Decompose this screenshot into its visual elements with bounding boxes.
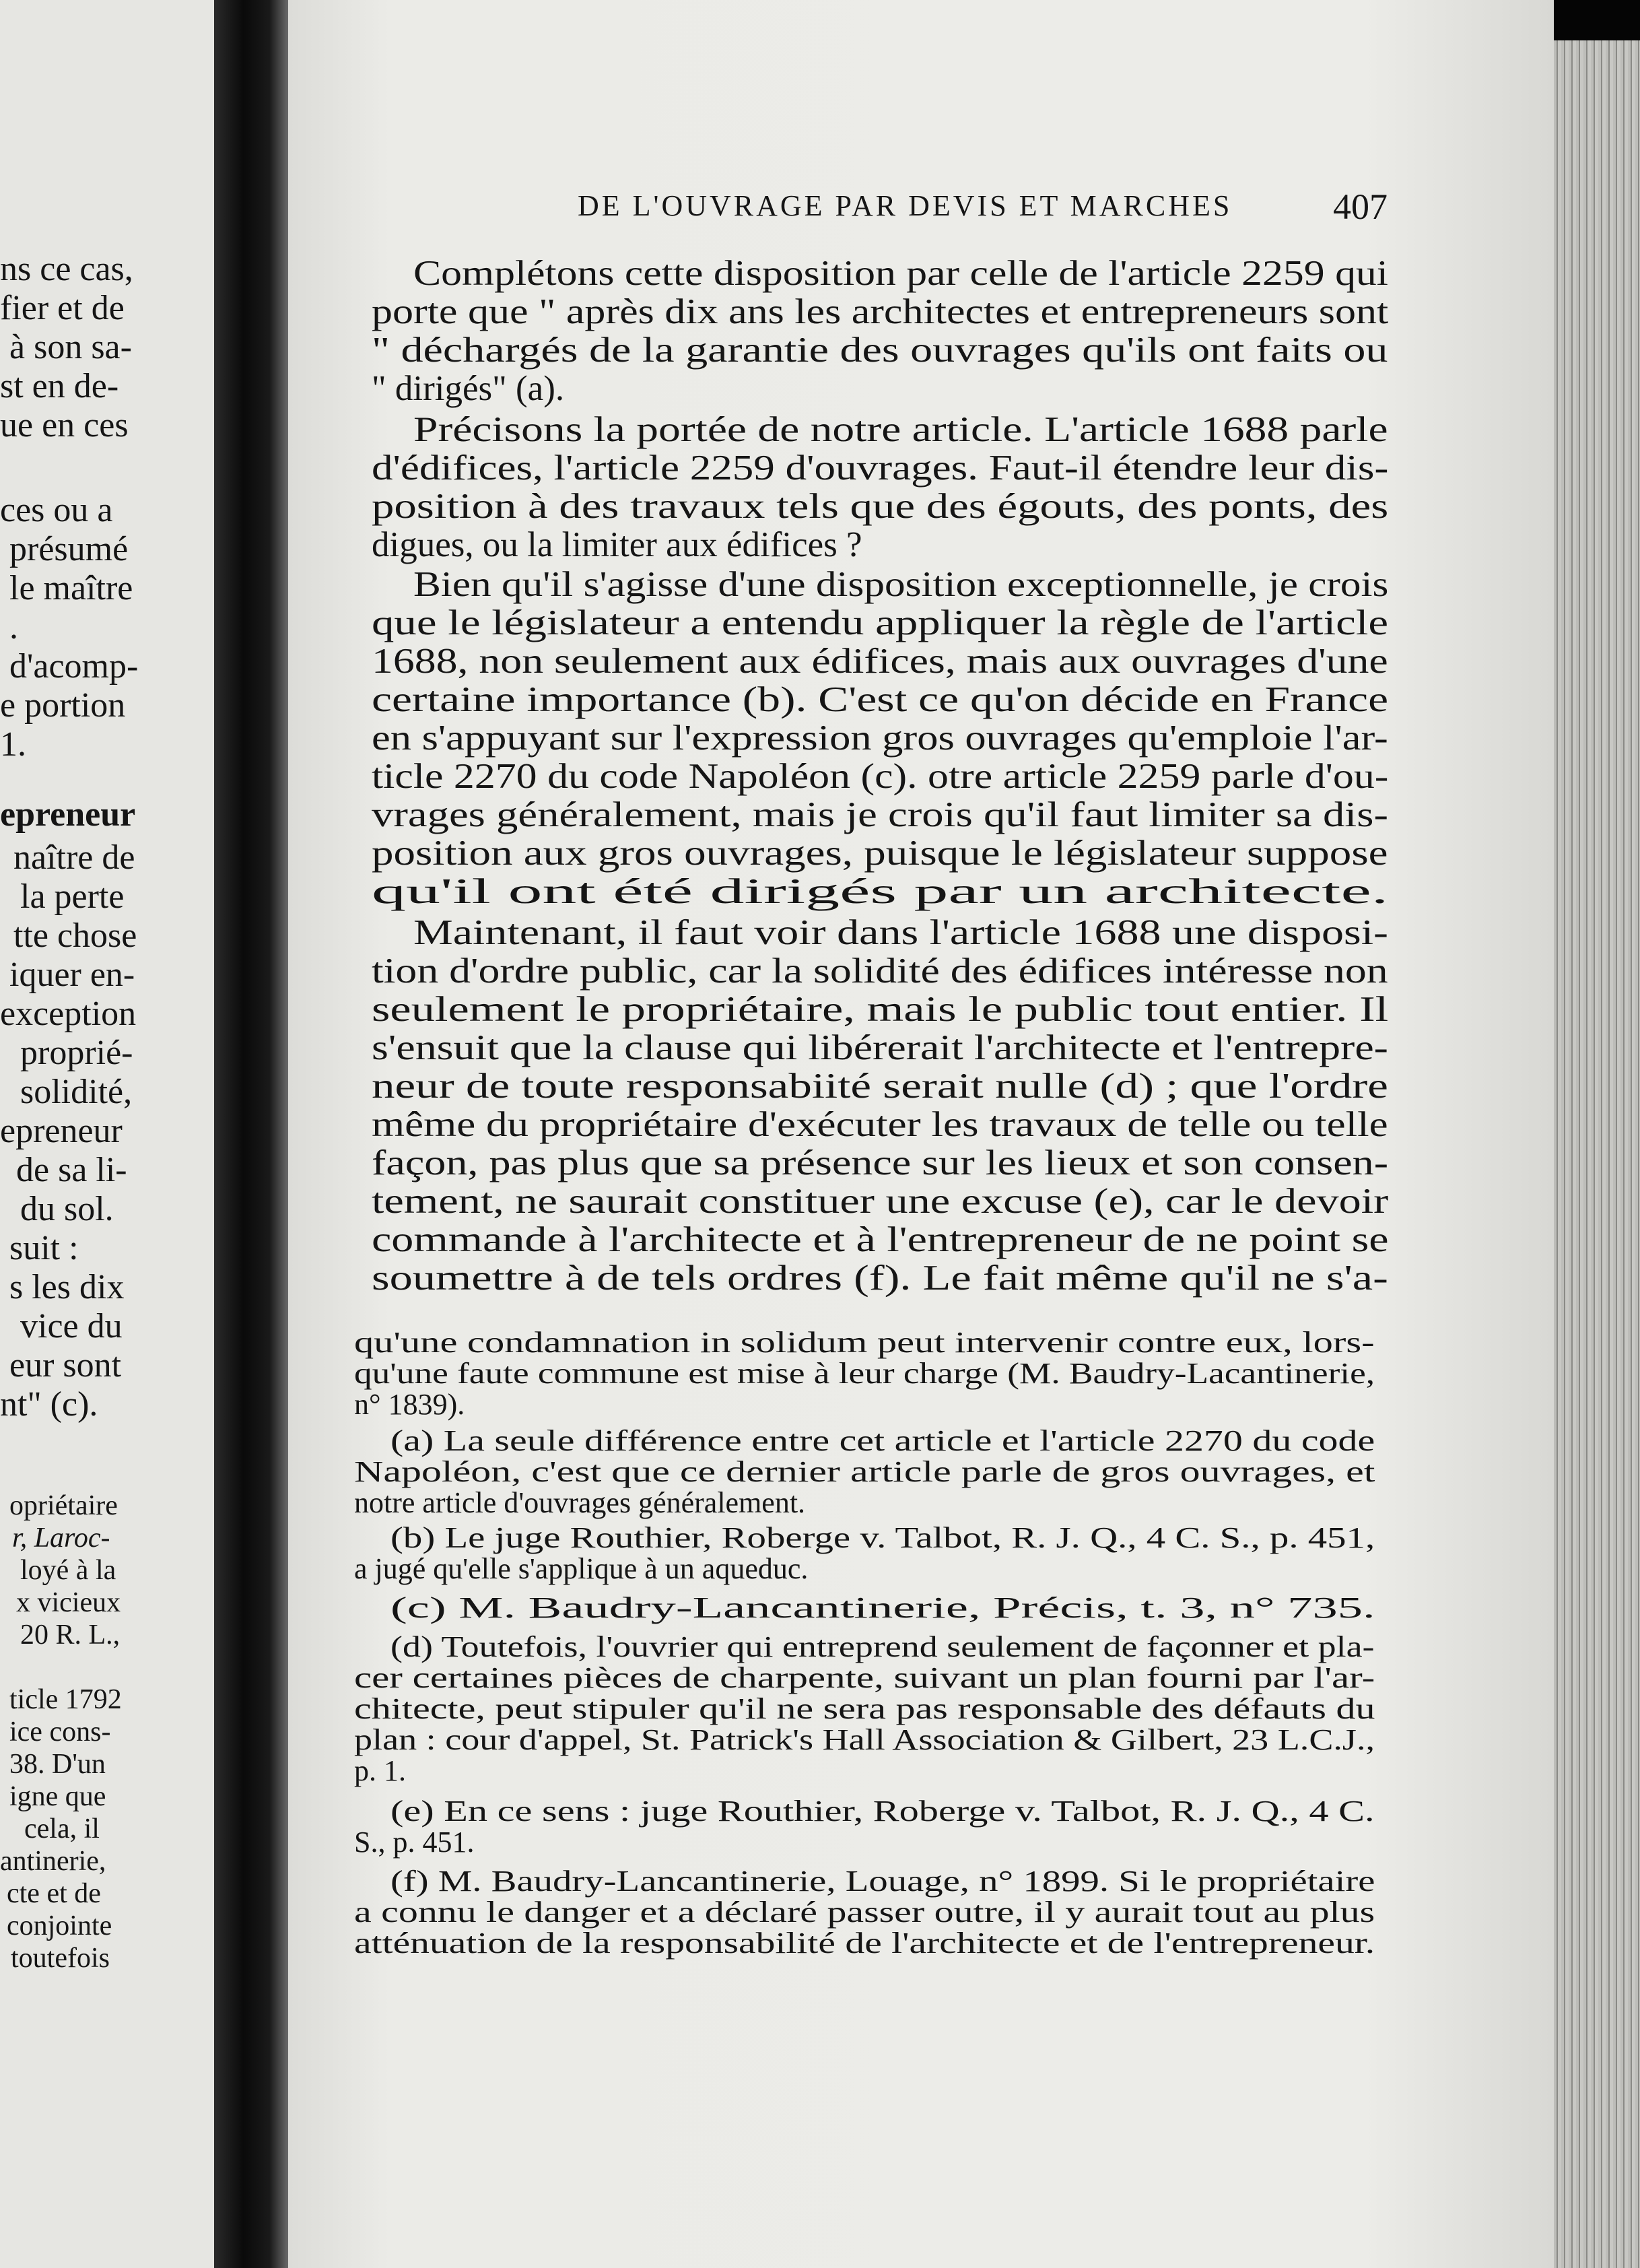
left-page-line: tte chose xyxy=(13,916,137,955)
body-line: seulement le propriétaire, mais le public tout entier. Il xyxy=(372,990,1389,1029)
body-line: tement, ne saurait constituer une excuse (e), car le devoir xyxy=(372,1182,1389,1221)
body-line: que le législateur a entendu appliquer la règle de l'article xyxy=(372,603,1389,642)
left-page-line: le maître xyxy=(9,569,133,607)
footnote-line: (c) M. Baudry-Lancantinerie, Précis, t. 3, n° 735. xyxy=(390,1591,1375,1624)
left-page-line: st en de- xyxy=(0,367,119,405)
left-page-line: loyé à la xyxy=(20,1555,116,1586)
footnote-line: (a) La seule différence entre cet article et l'article 2270 du code xyxy=(390,1424,1375,1457)
body-line: Maintenant, il faut voir dans l'article 1688 une disposi- xyxy=(413,913,1389,952)
running-head: DE L'OUVRAGE PAR DEVIS ET MARCHES xyxy=(578,189,1233,222)
body-line: " dirigés" (a). xyxy=(372,369,565,408)
left-page-line: r, Laroc- xyxy=(12,1523,110,1554)
left-page-line: eur sont xyxy=(9,1346,122,1385)
footnote-line: p. 1. xyxy=(354,1754,406,1787)
left-page xyxy=(0,0,214,2268)
footnote-line: atténuation de la responsabilité de l'architecte et de l'entrepreneur. xyxy=(354,1927,1375,1960)
left-page-line: ns ce cas, xyxy=(0,250,133,288)
left-page-line: nt" (c). xyxy=(0,1385,98,1424)
left-page-line: naître de xyxy=(13,838,135,877)
left-page-line: exception xyxy=(0,995,137,1033)
body-line: neur de toute responsabiité serait nulle (d) ; que l'ordre xyxy=(372,1067,1388,1106)
left-page-line: vice du xyxy=(20,1307,123,1345)
left-page-line: présumé xyxy=(9,530,129,568)
body-line: en s'appuyant sur l'expression gros ouvrages qu'emploie l'ar- xyxy=(372,719,1388,758)
footnote-line: cer certaines pièces de charpente, suivant un plan fourni par l'ar- xyxy=(354,1661,1375,1694)
left-page-line: x vicieux xyxy=(16,1587,121,1618)
body-line: position à des travaux tels que des égouts, des ponts, des xyxy=(372,487,1389,526)
left-page-line: 20 R. L., xyxy=(20,1620,121,1650)
footnote-line: n° 1839). xyxy=(354,1388,465,1421)
footnote-line: Napoléon, c'est que ce dernier article parle de gros ouvrages, et xyxy=(354,1455,1375,1488)
left-page-line: à son sa- xyxy=(9,328,132,366)
footnote-line: (b) Le juge Routhier, Roberge v. Talbot, R. J. Q., 4 C. S., p. 451, xyxy=(390,1521,1375,1554)
left-page-line: fier et de xyxy=(0,289,125,327)
left-page-line: 1. xyxy=(0,725,26,764)
body-line: même du propriétaire d'exécuter les travaux de telle ou telle xyxy=(372,1105,1388,1144)
footnote-line: S., p. 451. xyxy=(354,1826,475,1859)
left-page-line: ue en ces xyxy=(0,406,129,444)
footnote-line: a connu le danger et a déclaré passer outre, il y aurait tout au plus xyxy=(354,1896,1375,1929)
left-page-line: ces ou a xyxy=(0,491,113,529)
left-page-line: cela, il xyxy=(24,1813,100,1844)
body-line: d'édifices, l'article 2259 d'ouvrages. Faut-il étendre leur dis- xyxy=(372,448,1389,488)
left-page-line: opriétaire xyxy=(9,1490,118,1521)
body-line: Complétons cette disposition par celle de l'article 2259 qui xyxy=(413,254,1388,293)
footnote-line: (e) En ce sens : juge Routhier, Roberge v. Talbot, R. J. Q., 4 C. xyxy=(390,1795,1375,1828)
left-page-line: epreneur xyxy=(0,1112,123,1150)
left-page-line: suit : xyxy=(9,1229,79,1267)
body-line: vrages généralement, mais je crois qu'il faut limiter sa dis- xyxy=(372,795,1388,834)
footnote-line: plan : cour d'appel, St. Patrick's Hall Association & Gilbert, 23 L.C.J., xyxy=(354,1723,1375,1756)
body-line: 1688, non seulement aux édifices, mais aux ouvrages d'une xyxy=(372,642,1388,681)
left-page-line: . xyxy=(9,608,18,646)
left-page-line: s les dix xyxy=(9,1268,125,1306)
body-line: s'ensuit que la clause qui libérerait l'architecte et l'entrepre- xyxy=(372,1028,1388,1067)
body-line: soumettre à de tels ordres (f). Le fait même qu'il ne s'a- xyxy=(372,1259,1388,1298)
left-page-line: la perte xyxy=(20,877,125,916)
left-page-line: epreneur xyxy=(0,795,136,834)
left-page-line: e portion xyxy=(0,686,126,725)
body-line: " déchargés de la garantie des ouvrages qu'ils ont faits ou xyxy=(372,331,1388,370)
footnote-line: qu'une condamnation in solidum peut intervenir contre eux, lors- xyxy=(354,1326,1375,1359)
left-page-line: cte et de xyxy=(7,1878,101,1909)
body-line: position aux gros ouvrages, puisque le législateur suppose xyxy=(372,834,1388,873)
body-line: Bien qu'il s'agisse d'une disposition exceptionnelle, je crois xyxy=(413,565,1389,604)
left-page-line: ice cons- xyxy=(9,1716,111,1747)
left-page-line: toutefois xyxy=(11,1943,110,1974)
body-line: ticle 2270 du code Napoléon (c). otre article 2259 parle d'ou- xyxy=(372,757,1389,796)
left-page-line: d'acomp- xyxy=(9,647,139,686)
left-page-line: du sol. xyxy=(20,1190,114,1228)
footnote-line: (f) M. Baudry-Lancantinerie, Louage, n° 1899. Si le propriétaire xyxy=(390,1865,1375,1898)
page-edges xyxy=(1554,40,1640,2268)
body-line: commande à l'architecte et à l'entrepreneur de ne point se xyxy=(372,1220,1389,1259)
left-page-line: iquer en- xyxy=(9,956,135,994)
footnote-line: notre article d'ouvrages généralement. xyxy=(354,1486,806,1519)
left-page-line: de sa li- xyxy=(16,1151,127,1189)
body-line: porte que " après dix ans les architectes et entrepreneurs sont xyxy=(372,292,1389,331)
page-number: 407 xyxy=(1333,187,1388,227)
body-line: certaine importance (b). C'est ce qu'on décide en France xyxy=(372,680,1389,719)
left-page-line: 38. D'un xyxy=(9,1749,106,1780)
footnote-line: qu'une faute commune est mise à leur charge (M. Baudry-Lacantinerie, xyxy=(354,1357,1375,1390)
footnote-line: (d) Toutefois, l'ouvrier qui entreprend seulement de façonner et pla- xyxy=(390,1630,1375,1663)
body-line: tion d'ordre public, car la solidité des édifices intéresse non xyxy=(372,952,1388,991)
left-page-line: conjointe xyxy=(7,1910,112,1941)
left-page-line: antinerie, xyxy=(0,1846,106,1877)
left-page-line: proprié- xyxy=(20,1034,133,1072)
body-line: digues, ou la limiter aux édifices ? xyxy=(372,525,862,564)
left-page-line: solidité, xyxy=(20,1073,133,1111)
body-line: Précisons la portée de notre article. L'article 1688 parle xyxy=(413,410,1388,449)
left-page-line: igne que xyxy=(9,1781,106,1812)
footnote-line: a jugé qu'elle s'applique à un aqueduc. xyxy=(354,1552,809,1585)
book-gutter xyxy=(214,0,288,2268)
footnote-line: chitecte, peut stipuler qu'il ne sera pas responsable des défauts du xyxy=(354,1692,1375,1725)
body-line: façon, pas plus que sa présence sur les lieux et son consen- xyxy=(372,1143,1389,1182)
body-line: qu'il ont été dirigés par un architecte. xyxy=(372,872,1389,911)
left-page-line: ticle 1792 xyxy=(9,1684,122,1715)
